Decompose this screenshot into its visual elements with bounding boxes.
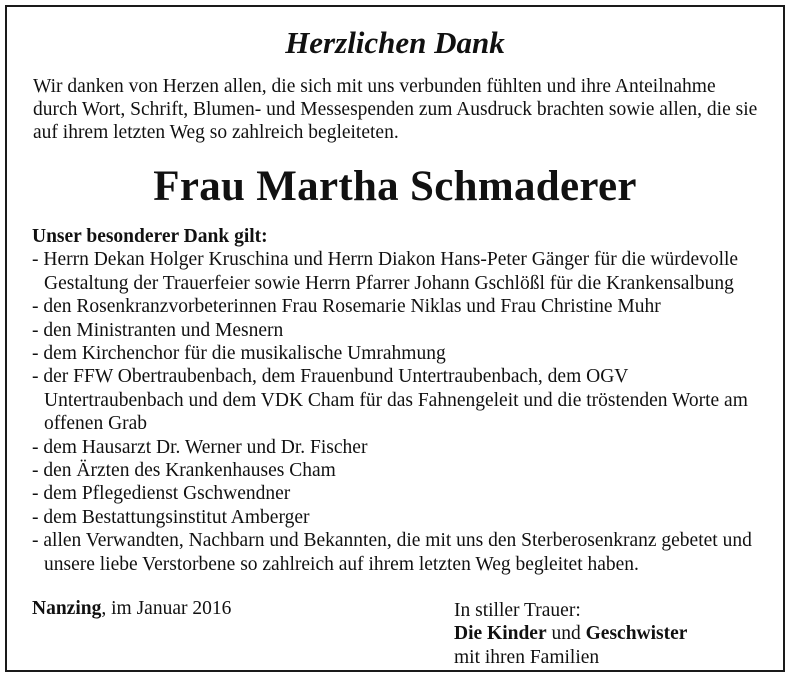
- list-item: - den Ärzten des Krankenhauses Cham: [32, 460, 336, 482]
- thanks-heading: Unser besonderer Dank gilt:: [32, 226, 268, 247]
- list-item: - der FFW Obertraubenbach, dem Frauenbund Untertraubenbach, dem OGV Untertraubenbach und dem VDK Cham für das Fahnengeleit und die tröstenden Worte am offenen Grab: [32, 366, 748, 435]
- thanks-section: [32, 225, 768, 576]
- notice-heading: Herzlichen Dank: [285, 25, 505, 60]
- list-item: - allen Verwandten, Nachbarn und Bekannten, die mit uns den Sterberosenkranz gebetet und unsere liebe Verstorbene so zahlreich auf ihrem letzten Weg begleitet haben.: [32, 530, 752, 575]
- list-item: - dem Kirchenchor für die musikalische Umrahmung: [32, 343, 446, 365]
- place-date: [32, 597, 231, 620]
- intro-paragraph: Wir danken von Herzen allen, die sich mit uns verbunden fühlten und ihre Anteilnahme durch Wort, Schrift, Blumen- und Messespenden zum Ausdruck brachten sowie allen, die sie auf ihrem letzten Weg so zahlreich begleiteten.: [33, 76, 758, 143]
- deceased-name: Frau Martha Schmaderer: [153, 163, 637, 210]
- list-item: - den Ministranten und Mesnern: [32, 319, 284, 341]
- signature-line3: mit ihren Familien: [454, 646, 600, 668]
- signature-siblings: Geschwister: [585, 623, 688, 645]
- signature-block: [454, 599, 687, 669]
- signature-line2: [454, 622, 687, 645]
- list-item: - dem Hausarzt Dr. Werner und Dr. Fischer: [32, 436, 368, 458]
- thanks-list: [32, 248, 768, 576]
- list-item: - dem Pflegedienst Gschwendner: [32, 483, 291, 505]
- place-town: Nanzing: [32, 598, 102, 619]
- obituary-notice: [5, 5, 785, 672]
- signature-line1: In stiller Trauer:: [454, 600, 581, 621]
- signature-and: und: [546, 623, 586, 645]
- signature-children: Die Kinder: [454, 623, 547, 645]
- place-date-text: , im Januar 2016: [101, 598, 232, 619]
- list-item: - Herrn Dekan Holger Kruschina und Herrn Diakon Hans-Peter Gänger für die würdevolle Gestaltung der Trauerfeier sowie Herrn Pfarrer Johann Gschlößl für die Krankensalbung: [32, 249, 739, 294]
- list-item: - den Rosenkranzvorbeterinnen Frau Rosemarie Niklas und Frau Christine Muhr: [32, 296, 661, 318]
- list-item: - dem Bestattungsinstitut Amberger: [32, 506, 310, 528]
